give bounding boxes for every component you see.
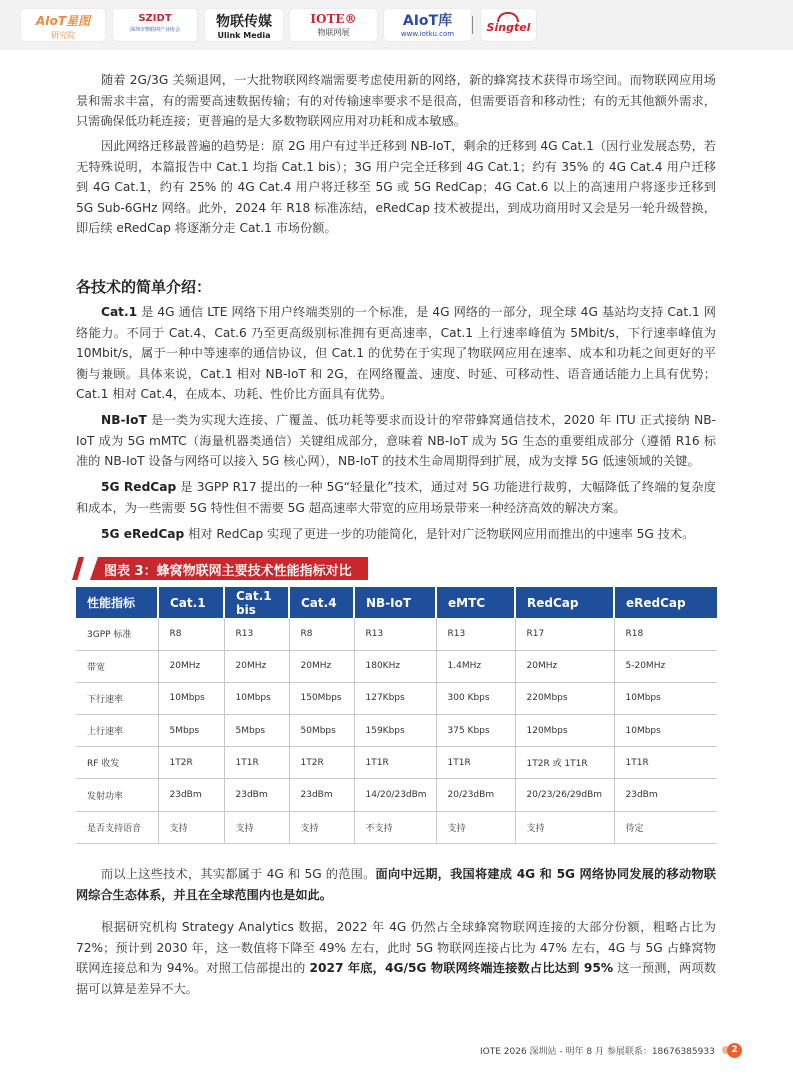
table-cell: 3GPP 标准 xyxy=(76,618,158,650)
table-cell: 20MHz xyxy=(224,650,289,682)
logo-line2: 物联网展 xyxy=(317,28,350,37)
table-cell: R17 xyxy=(515,618,614,650)
table-cell: 支持 xyxy=(436,811,515,843)
closing-paragraph-1 xyxy=(76,864,716,905)
logo-line1: IOTE® xyxy=(310,12,357,26)
table-header-cell: Cat.1 bis xyxy=(224,587,289,618)
table-cell: 不支持 xyxy=(354,811,436,843)
eredcap-paragraph xyxy=(76,524,716,545)
table-row xyxy=(76,811,717,843)
table-cell: 5Mbps xyxy=(158,715,224,747)
nbiot-text: 是一类为实现大连接、广覆盖、低功耗等要求而设计的窄带蜂窝通信技术，2020 年 ITU 正式接纳 NB-IoT 成为 5G mMTC（海量机器类通信）关键组成部分，意味着 NB-IoT 成为 5G 生态的重要组成部分（遵循 R16 标准的 NB-IoT 设备与网络可以接入 5G 核心网），NB-IoT 的技术生命周期得到扩展，成为支撑 5G 低速领域的关键。 xyxy=(76,413,716,469)
szidt-logo xyxy=(113,9,197,41)
closing-text: 而以上这些技术，其实都属于 4G 和 5G 的范围。 xyxy=(101,867,376,881)
table-cell: 支持 xyxy=(224,811,289,843)
table-cell: 1T1R xyxy=(224,747,289,779)
table-header-cell: NB-IoT xyxy=(354,587,436,618)
table-cell: 20MHz xyxy=(289,650,354,682)
nbiot-term: NB-IoT xyxy=(101,413,147,427)
table-cell: 300 Kbps xyxy=(436,682,515,714)
table-cell: 10Mbps xyxy=(614,682,717,714)
table-cell: 是否支持语音 xyxy=(76,811,158,843)
cat1-term: Cat.1 xyxy=(101,305,138,319)
table-row xyxy=(76,682,717,714)
closing-bold-text: 面向中远期，我国将建成 4G 和 5G 网络协同发展的移动物联网综合生态体系，并且在全球范围内也是如此。 xyxy=(76,867,716,902)
aiotku-logo xyxy=(384,9,471,41)
banner-ribbon-icon xyxy=(72,557,84,580)
table-cell: 1T1R xyxy=(354,747,436,779)
figure-title-banner xyxy=(72,557,368,580)
logo-line1: Singtel xyxy=(486,21,531,34)
table-cell: 120Mbps xyxy=(515,715,614,747)
nbiot-paragraph xyxy=(76,410,716,472)
table-cell: 150Mbps xyxy=(289,682,354,714)
logo-divider xyxy=(472,16,473,34)
logo-line1: AIoT星图 xyxy=(35,14,91,28)
table-row xyxy=(76,747,717,779)
logo-line1: AIoT库 xyxy=(402,13,453,29)
table-cell: 23dBm xyxy=(614,779,717,811)
table-header-row xyxy=(76,587,717,618)
logo-line2: 研究院 xyxy=(51,31,75,40)
table-cell: 10Mbps xyxy=(158,682,224,714)
table-cell: 127Kbps xyxy=(354,682,436,714)
table-cell: 50Mbps xyxy=(289,715,354,747)
table-cell: R8 xyxy=(158,618,224,650)
table-cell: 1T2R 或 1T1R xyxy=(515,747,614,779)
closing-paragraph-2 xyxy=(76,917,716,999)
table-cell: R13 xyxy=(224,618,289,650)
aiot-research-logo xyxy=(21,9,105,41)
table-cell: R8 xyxy=(289,618,354,650)
table-cell: 发射功率 xyxy=(76,779,158,811)
table-cell: 375 Kbps xyxy=(436,715,515,747)
eredcap-term: 5G eRedCap xyxy=(101,527,185,541)
iote-logo xyxy=(290,9,377,41)
table-cell: 20MHz xyxy=(515,650,614,682)
table-cell: 20/23/26/29dBm xyxy=(515,779,614,811)
table-cell: 14/20/23dBm xyxy=(354,779,436,811)
figure-title: 图表 3：蜂窝物联网主要技术性能指标对比 xyxy=(104,564,352,579)
table-cell: 23dBm xyxy=(289,779,354,811)
intro-paragraph-1: 随着 2G/3G 关频退网，一大批物联网终端需要考虑使用新的网络，新的蜂窝技术获得市场空间。而物联网应用场景和需求丰富，有的需要高速数据传输；有的对传输速率要求不是很高，但需要语音和移动性；有的无其他额外需求，只需确保低功耗连接；更普遍的是大多数物联网应用对功耗和成本敏感。 xyxy=(76,73,716,129)
eredcap-text: 相对 RedCap 实现了更进一步的功能简化，是针对广泛物联网应用而推出的中速率 5G 技术。 xyxy=(184,527,695,541)
table-header-cell: 性能指标 xyxy=(76,587,158,618)
section-title: 各技术的简单介绍： xyxy=(76,278,212,296)
logo-line1: 物联传媒 xyxy=(216,14,272,30)
table-cell: 180KHz xyxy=(354,650,436,682)
table-header-cell: eMTC xyxy=(436,587,515,618)
table-cell: 5-20MHz xyxy=(614,650,717,682)
table-cell: 10Mbps xyxy=(224,682,289,714)
redcap-text: 是 3GPP R17 提出的一种 5G“轻量化”技术，通过对 5G 功能进行裁剪，大幅降低了终端的复杂度和成本，为一些需要 5G 特性但不需要 5G 超高速率大带宽的应用场景带来一种经济高效的解决方案。 xyxy=(76,480,716,515)
logo-line2: 深圳市物联网产业协会 xyxy=(129,27,180,33)
table-cell: R13 xyxy=(436,618,515,650)
table-cell: 1T1R xyxy=(614,747,717,779)
table-cell: 1T1R xyxy=(436,747,515,779)
cat1-text: 是 4G 通信 LTE 网络下用户终端类别的一个标准，是 4G 网络的一部分，现全球 4G 基站均支持 Cat.1 网络能力。不同于 Cat.4、Cat.6 乃至更高级别标准拥有更高速率，Cat.1 上行速率峰值为 5Mbit/s，下行速率峰值为 10Mbit/s，属于一种中等速率的通信协议，但 Cat.1 的优势在于实现了物联网应用在速率、成本和功耗之间更好的平衡与兼顾。具体来说，Cat.1 相对 NB-IoT 和 2G，在网络覆盖、速度、时延、可移动性、语音通话能力上具有优势；Cat.1 相对 Cat.4，在成本、功耗、性价比方面具有优势。 xyxy=(76,305,716,402)
redcap-paragraph xyxy=(76,477,716,518)
table-cell: 1T2R xyxy=(289,747,354,779)
table-cell: 5Mbps xyxy=(224,715,289,747)
table-cell: 23dBm xyxy=(224,779,289,811)
intro-paragraph-2: 因此网络迁移最普遍的趋势是：原 2G 用户有过半迁移到 NB-IoT，剩余的迁移到 4G Cat.1（因行业发展态势，若无特殊说明，本篇报告中 Cat.1 均指 Cat.1 bis）；3G 用户完全迁移到 4G Cat.1；约有 35% 的 4G Cat.4 用户迁移到 4G Cat.1，约有 25% 的 4G Cat.4 用户将迁移至 5G 或 5G RedCap；4G Cat.6 以上的高速用户将逐步迁移到 5G Sub-6GHz 网络。此外，2024 年 R18 标准冻结，eRedCap 技术被提出，到成功商用时又会是另一轮升级替换，即后续 eRedCap 将逐渐分走 Cat.1 市场份额。 xyxy=(76,139,716,236)
ulink-media-logo xyxy=(205,9,283,41)
page-number: 2 xyxy=(727,1043,742,1058)
table-row xyxy=(76,618,717,650)
table-row xyxy=(76,715,717,747)
table-cell: 10Mbps xyxy=(614,715,717,747)
table-cell: 20MHz xyxy=(158,650,224,682)
table-header-cell: Cat.1 xyxy=(158,587,224,618)
table-cell: 支持 xyxy=(515,811,614,843)
table-row xyxy=(76,650,717,682)
table-cell: R18 xyxy=(614,618,717,650)
table-header-cell: Cat.4 xyxy=(289,587,354,618)
table-header-cell: RedCap xyxy=(515,587,614,618)
table-cell: 带宽 xyxy=(76,650,158,682)
singtel-arc-icon xyxy=(497,12,519,22)
closing-text: 这一预测，两项数据可以算是差异不大。 xyxy=(76,961,717,996)
logo-line2: www.iotku.com xyxy=(400,30,455,38)
redcap-term: 5G RedCap xyxy=(101,480,177,494)
logo-line2: Ulink Media xyxy=(217,31,271,40)
table-cell: 支持 xyxy=(289,811,354,843)
footer-text: IOTE 2026 深圳站 - 明年 8 月 参展联系：18676385933 xyxy=(480,1047,715,1057)
comparison-table xyxy=(76,587,717,844)
table-cell: 23dBm xyxy=(158,779,224,811)
table-cell: 下行速率 xyxy=(76,682,158,714)
table-header-cell: eRedCap xyxy=(614,587,717,618)
table-cell: 1T2R xyxy=(158,747,224,779)
table-cell: 待定 xyxy=(614,811,717,843)
table-cell: 20/23dBm xyxy=(436,779,515,811)
table-cell: 支持 xyxy=(158,811,224,843)
closing-bold-text: 2027 年底，4G/5G 物联网终端连接数占比达到 95% xyxy=(309,961,614,976)
table-row xyxy=(76,779,717,811)
cat1-paragraph xyxy=(76,302,716,405)
table-cell: 220Mbps xyxy=(515,682,614,714)
table-cell: R13 xyxy=(354,618,436,650)
table-cell: 1.4MHz xyxy=(436,650,515,682)
logo-strip xyxy=(0,0,793,50)
logo-line1: SZIDT xyxy=(138,13,172,24)
table-cell: RF 收发 xyxy=(76,747,158,779)
singtel-logo xyxy=(481,9,536,41)
closing-text: 根据研究机构 Strategy Analytics 数据，2022 年 4G 仍然占全球蜂窝物联网连接的大部分份额，粗略占比为 72%；预计到 2030 年，这一数值将下降至 49% 左右，此时 5G 物联网连接占比为 47% 左右，4G 与 5G 占蜂窝物联网连接总和为 94%。对照工信部提出的 xyxy=(76,920,716,976)
table-cell: 上行速率 xyxy=(76,715,158,747)
table-cell: 159Kbps xyxy=(354,715,436,747)
